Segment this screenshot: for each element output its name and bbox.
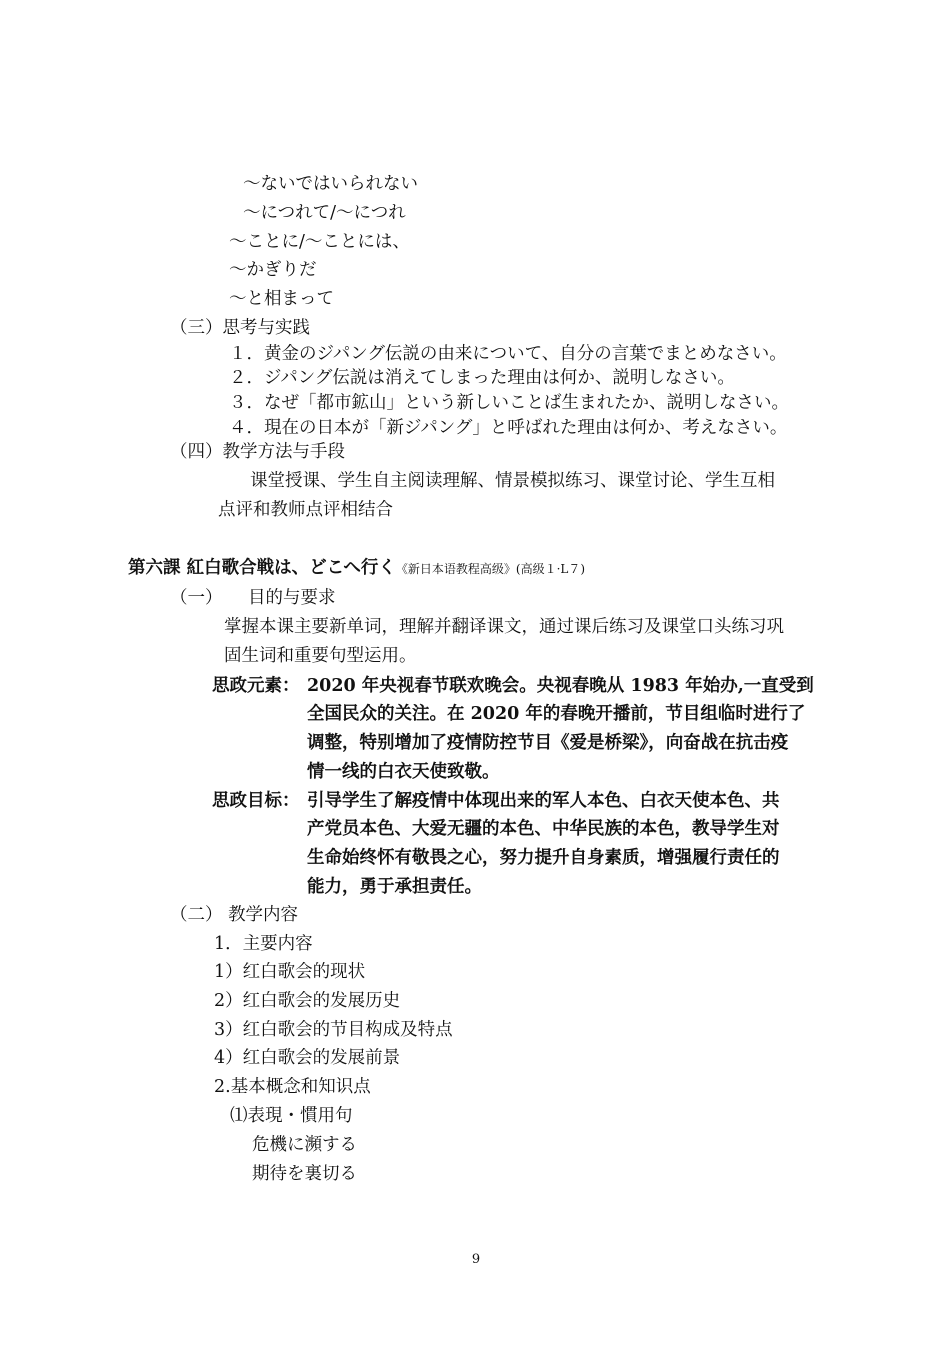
section-heading: （四）教学方法与手段 [170, 442, 345, 462]
paragraph-line: 掌握本课主要新单词，理解并翻译课文，通过课后练习及课堂口头练习巩 [224, 617, 784, 637]
subsection-title: ⑴表現・慣用句 [230, 1106, 353, 1126]
grammar-item: ～につれて/～につれ [243, 203, 406, 223]
content-item: 1）红白歌会的现状 [214, 962, 366, 982]
page-number: 9 [471, 1252, 481, 1267]
expression-item: 期待を裏切る [252, 1164, 357, 1184]
content-item: 3）红白歌会的节目构成及特点 [214, 1020, 453, 1040]
grammar-item: ～と相まって [229, 289, 334, 309]
paragraph-line: 生命始终怀有敬畏之心，努力提升自身素质，增强履行责任的 [307, 848, 780, 868]
paragraph-line: 情一线的白衣天使致敬。 [307, 762, 500, 782]
paragraph-line: 能力，勇于承担责任。 [307, 877, 482, 897]
section-number: （一） [170, 588, 223, 608]
grammar-item: ～かぎりだ [229, 260, 317, 280]
grammar-item: ～ないではいられない [243, 174, 418, 194]
paragraph-line: 全国民众的关注。在 2020 年的春晚开播前，节目组临时进行了 [307, 704, 806, 724]
section-heading: 目的与要求 [248, 588, 336, 608]
exercise-item: ３．なぜ「都市鉱山」という新しいことば生まれたか、説明しなさい。 [229, 393, 789, 413]
exercise-item: ２．ジパング伝説は消えてしまった理由は何か、説明しなさい。 [229, 368, 735, 388]
paragraph-line: 固生词和重要句型运用。 [224, 646, 417, 666]
content-item: 4）红白歌会的发展前景 [214, 1048, 401, 1068]
paragraph-line: 课堂授课、学生自主阅读理解、情景模拟练习、课堂讨论、学生互相 [250, 471, 775, 491]
lesson-title-text: 第六課 紅白歌合戦は、どこへ行く [128, 558, 396, 578]
ideology-elements-label: 思政元素： [212, 676, 300, 696]
ideology-goals-label: 思政目标： [212, 791, 300, 811]
paragraph-line: 产党员本色、大爱无疆的本色、中华民族的本色，教导学生对 [307, 819, 780, 839]
expression-item: 危機に瀕する [252, 1135, 357, 1155]
section-heading: （三）思考与实践 [170, 318, 310, 338]
paragraph-line: 调整，特别增加了疫情防控节目《爱是桥梁》，向奋战在抗击疫 [307, 733, 789, 753]
paragraph-line: 点评和教师点评相结合 [218, 500, 393, 520]
exercise-item: １．黄金のジパング伝説の由来について、自分の言葉でまとめなさい。 [229, 344, 787, 364]
exercise-item: ４．現在の日本が「新ジパング」と呼ばれた理由は何か、考えなさい。 [229, 418, 788, 438]
paragraph-line: 引导学生了解疫情中体现出来的军人本色、白衣天使本色、共 [307, 791, 780, 811]
subsection-title: 1．主要内容 [214, 934, 313, 954]
section-heading: （二） 教学内容 [170, 905, 299, 925]
subsection-title: 2.基本概念和知识点 [214, 1077, 371, 1097]
paragraph-line: 2020 年央视春节联欢晚会。央视春晚从 1983 年始办,一直受到 [307, 676, 814, 696]
lesson-source: 《新日本语教程高级》(高级１·L７) [395, 562, 586, 576]
grammar-item: ～ことに/～ことには、 [229, 232, 410, 252]
lesson-title [128, 557, 585, 580]
content-item: 2）红白歌会的发展历史 [214, 991, 401, 1011]
